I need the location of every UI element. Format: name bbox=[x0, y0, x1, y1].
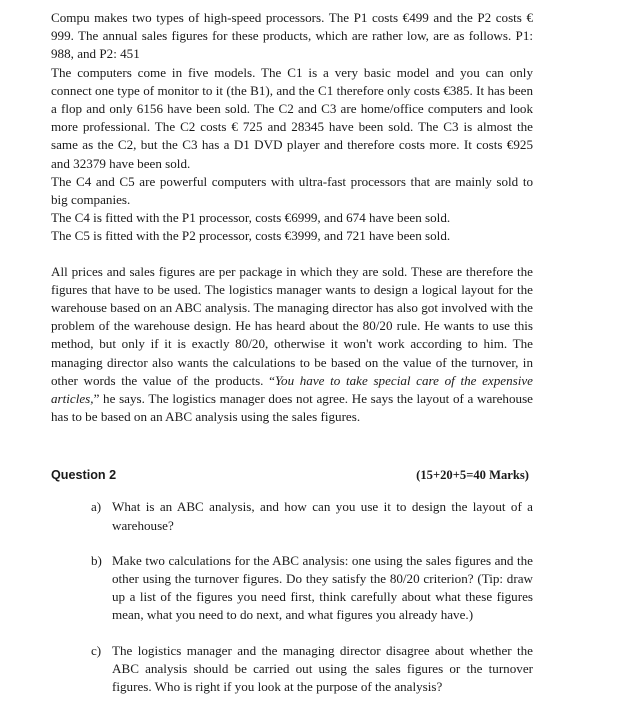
warehouse-paragraph bbox=[51, 263, 533, 427]
document-page bbox=[51, 9, 533, 713]
intro-line-c5: The C5 is fitted with the P2 processor, costs €3999, and 721 have been sold. bbox=[51, 228, 451, 244]
intro-paragraph-models: The computers come in five models. The C1 is a very basic model and you can only connect one type of monitor to it (the B1), and the C1 therefore only costs €385. It has been a flop and only 6156 have been sold. The C2 and C3 are home/office computers and look more professional. The C2 costs € 725 and 28345 have been sold. The C3 is almost the same as the C2, but the C3 has a D1 DVD player and therefore costs more. It costs €925 and 32379 have been sold. bbox=[51, 64, 533, 171]
question-letter: b) bbox=[91, 552, 102, 568]
question-list bbox=[51, 498, 533, 696]
intro-paragraph-c4-c5: The C4 and C5 are powerful computers with ultra-fast processors that are mainly sold to big companies. bbox=[51, 173, 533, 208]
intro-paragraph-processors: Compu makes two types of high-speed processors. The P1 costs €499 and the P2 costs € 999. The annual sales figures for these products, which are rather low, are as follows. P1: 988, and P2: 451 bbox=[51, 10, 533, 62]
question-item-b bbox=[91, 552, 533, 625]
question-title: Question 2 bbox=[51, 468, 117, 483]
question-letter: a) bbox=[91, 499, 102, 515]
question-header bbox=[51, 466, 533, 486]
question-marks: (15+20+5=40 Marks) bbox=[416, 468, 529, 483]
question-letter: c) bbox=[91, 642, 102, 658]
director-quote: You have to take special care of the expensive articles, bbox=[51, 372, 533, 407]
question-item-c bbox=[91, 642, 533, 697]
question-text: What is an ABC analysis, and how can you use it to design the layout of a warehouse? bbox=[112, 499, 533, 533]
intro-line-c4: The C4 is fitted with the P1 processor, costs €6999, and 674 have been sold. bbox=[51, 210, 451, 226]
question-text: The logistics manager and the managing director disagree about whether the ABC analysis should be carried out using the sales figures or the turnover figures. Who is right if you look at the purpose of the analysis? bbox=[112, 642, 533, 695]
warehouse-text-part1: All prices and sales figures are per package in which they are sold. These are therefore the figures that have to be used. The logistics manager wants to design a logical layout for the warehouse based on an ABC analysis. The managing director has also got involved with the problem of the warehouse design. He has heard about the 80/20 rule. He wants to use this method, but only if it is exactly 80/20, otherwise it won't work according to him. The managing director also wants the calculations to be based on the value of the turnover, in other words the value of the products. “ bbox=[51, 263, 533, 388]
question-item-a bbox=[91, 498, 533, 534]
question-text: Make two calculations for the ABC analysis: one using the sales figures and the other using the turnover figures. Do they satisfy the 80/20 criterion? (Tip: draw up a list of the figures you need first, think carefully about what these figures mean, what you need to do next, and what figures you already have.) bbox=[112, 552, 533, 623]
warehouse-text-part2: ” he says. The logistics manager does not agree. He says the layout of a warehouse has to be based on an ABC analysis using the sales figures. bbox=[51, 391, 533, 425]
